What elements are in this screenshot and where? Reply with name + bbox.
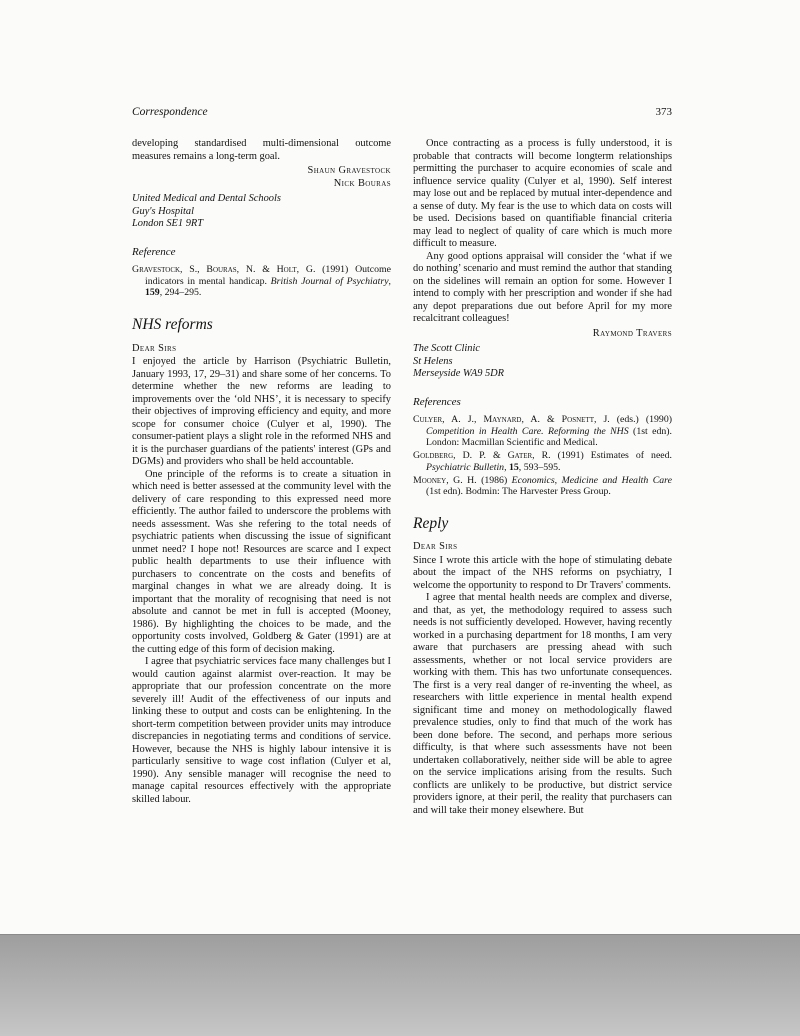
two-column-layout [132, 138, 672, 817]
paragraph: Since I wrote this article with the hope of stimulating debate about the impact of the NHS reforms on psychiatry, I welcome the opportunity to respond to Dr Travers' comments. [413, 554, 672, 591]
left-column [132, 138, 391, 817]
paragraph: One principle of the reforms is to create a situation in which need is better assessed at the community level with the delivery of care responding to this expressed need more efficiently. The author failed to underscore the problems with needs assessment. Was she refering to the total needs of psychiatric patients when discussing the issue of significant unmet need? I hope not! Resources are scarce and I expect public health departments to use their influence with purchasers to concentrate on the costs and benefits of marginal changes in what we are already doing. It is important that the morality of recognising that need is not absolute and cannot be met in full is accepted (Mooney, 1986). By highlighting the choices to be made, and the opportunity costs involved, Goldberg & Gater (1991) are at the cutting edge of this form of decision making. [132, 468, 391, 655]
running-header-title: Correspondence [132, 106, 208, 118]
salutation: Dear Sirs [413, 541, 458, 553]
references-heading: References [413, 395, 461, 408]
scan-edge [0, 934, 800, 1036]
salutation: Dear Sirs [132, 342, 177, 354]
letter-title: NHS reforms [132, 316, 213, 334]
reply-title: Reply [413, 514, 449, 532]
paragraph: Once contracting as a process is fully understood, it is probable that contracts will become longterm relationships permitting the purchaser to acquire economies of scale and influence service quality (Culyer et al, 1990). Self interest may lose out and be replaced by mutual inter-dependence and a sense of duty. My fear is the use to which data on costs will be used. Decisions based on quantifiable financial criteria may lead to neglect of quality of care which is much more difficult to measure. [413, 138, 672, 249]
author-address [132, 193, 391, 231]
paragraph: Any good options appraisal will consider the ‘what if we do nothing’ scenario and must remind the author that standing on the sidelines will remain an option for some. However I intend to comply with her prescription and wonder if she had any depot preparations due out before April for my more recalcitrant colleagues! [413, 250, 672, 324]
address-line: St Helens [413, 355, 453, 367]
reference-entry: Gravestock, S., Bouras, N. & Holt, G. (1991) Outcome indicators in mental handicap. British Journal of Psychiatry, 159, 294–295. [132, 264, 391, 299]
journal-page [132, 106, 672, 817]
author-address [413, 343, 672, 381]
signature-block [132, 165, 391, 190]
address-line: United Medical and Dental Schools [132, 193, 281, 204]
address-line: Merseyside WA9 5DR [413, 368, 505, 379]
reference-heading: Reference [132, 245, 176, 258]
reference-entry: Mooney, G. H. (1986) Economics, Medicine and Health Care (1st edn). Bodmin: The Harvester Press Group. [413, 474, 672, 498]
running-head [132, 106, 672, 118]
reference-entry: Goldberg, D. P. & Gater, R. (1991) Estimates of need. Psychiatric Bulletin, 15, 593–595. [413, 450, 672, 473]
right-column [413, 138, 672, 817]
address-line: Guy's Hospital [132, 205, 194, 217]
page-number: 373 [655, 106, 672, 118]
paragraph: I enjoyed the article by Harrison (Psychiatric Bulletin, January 1993, 17, 29–31) and share some of her concerns. To determine whether the new reforms are leading to improvements over the ‘old NHS’, it is necessary to specify their objectives of improving efficiency and equity, and more scope for consumer choice (Culyer et al, 1990). The consumer-patient plays a slight role in the reformed NHS and it is the purchaser guardians of the patients' interest (GPs and DGMs) and providers who shall be held accountable. [132, 356, 391, 468]
signature-block [413, 328, 672, 341]
reference-entry: Culyer, A. J., Maynard, A. & Posnett, J. (eds.) (1990) Competition in Health Care. Reforming the NHS (1st edn). London: Macmillan Scientific and Medical. [413, 414, 673, 449]
signature-name: Raymond Travers [592, 327, 672, 339]
address-line: The Scott Clinic [413, 343, 480, 354]
address-line: London SE1 9RT [132, 218, 204, 229]
signature-name: Nick Bouras [333, 177, 391, 189]
paragraph-continuation: developing standardised multi-dimensional outcome measures remains a long-term goal. [132, 138, 391, 162]
paragraph: I agree that mental health needs are complex and diverse, and that, as yet, the methodology required to assess such needs is not sufficiently developed. However, having recently worked in a purchasing department for 18 months, I am very aware that purchasers are pressing ahead with such assessments, whether or not local service providers are working with them. This has two unfortunate consequences. The first is a very real danger of re-inventing the wheel, as researchers with little experience in mental health expend significant time and money on methodologically flawed prevalence studies, only to find that much of the work has been done before. The second, and perhaps more serious difficulty, is that where such assessments have not been undertaken collaboratively, neither side will be able to agree on the service implications arising from the results. Such conflicts are unlikely to be productive, but district service providers ignore, at their peril, the reality that purchasers can and will take their money elsewhere. But [413, 592, 672, 816]
paragraph: I agree that psychiatric services face many challenges but I would caution against alarmist over-reaction. It may be appropriate that our profession concentrate on the more severely ill! Audit of the effectiveness of our inputs and linking these to output and costs can be enlightening. In the short-term competition between provider units may introduce discrepancies in negotiating terms and conditions of service. However, because the NHS is highly labour intensive it is particularly sensitive to wage cost inflation (Culyer et al, 1990). Any sensible manager will recognise the need to manage capital resources effectively with the appropriate skilled labour. [132, 656, 391, 805]
signature-name: Shaun Gravestock [307, 165, 391, 176]
